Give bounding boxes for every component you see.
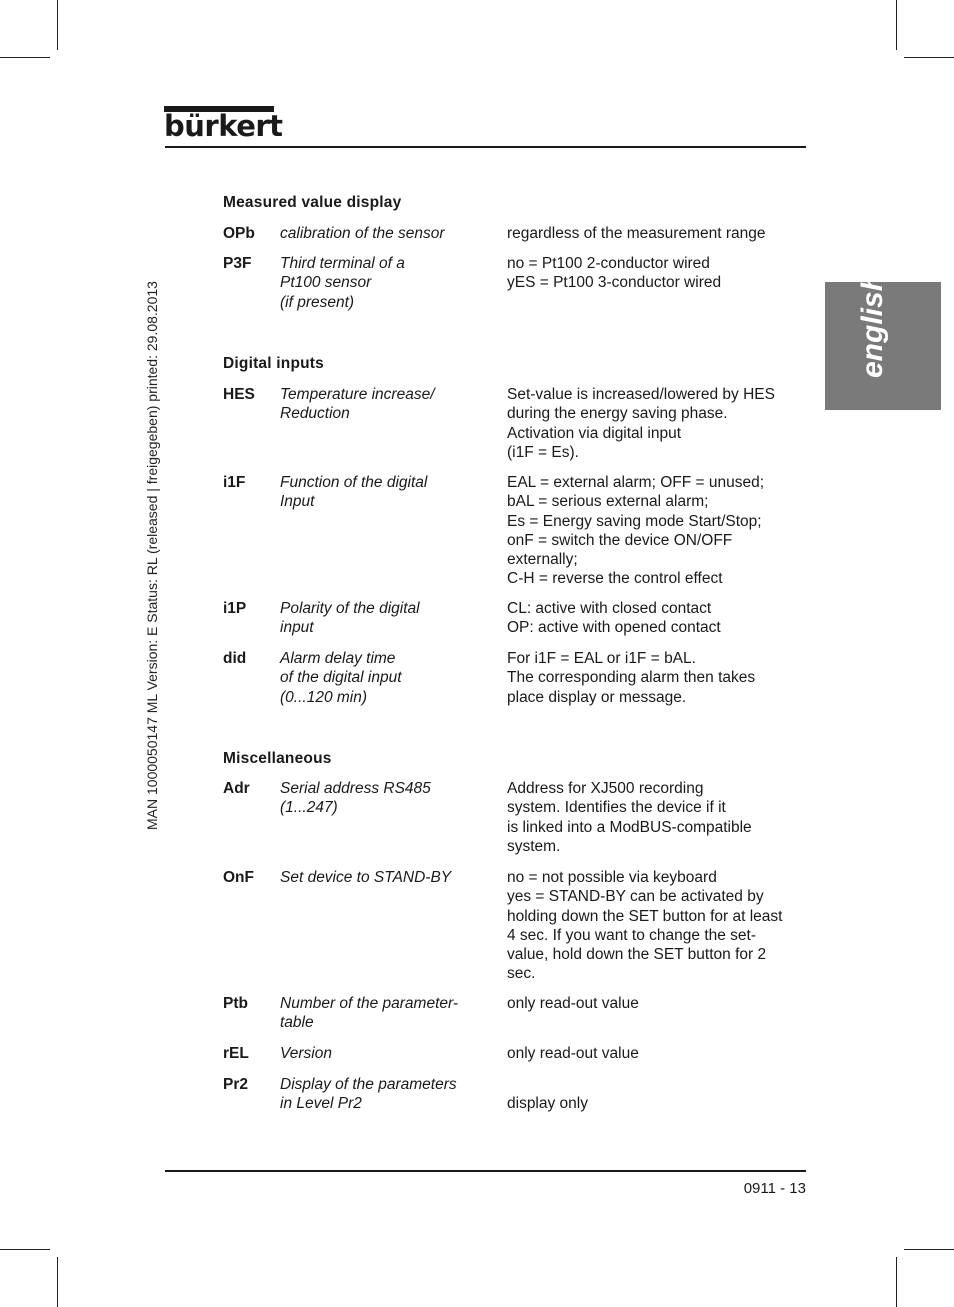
page-number: 0911 - 13: [743, 1180, 806, 1197]
param-value: Set-value is increased/lowered by HES during the energy saving phase. Activation via digital input (i1F = Es).: [507, 386, 775, 461]
section-heading: Miscellaneous: [223, 750, 332, 767]
param-description: Polarity of the digital input: [280, 600, 420, 637]
param-value: only read-out value: [507, 1045, 639, 1062]
param-description: Third terminal of a Pt100 sensor (if present): [280, 255, 405, 311]
param-description: Display of the parameters in Level Pr2: [280, 1076, 457, 1113]
document-status-text: MAN 1000050147 ML Version: E Status: RL (released | freigegeben) printed: 29.08.2013: [144, 281, 160, 830]
param-description: Number of the parameter- table: [280, 995, 459, 1032]
param-value: no = Pt100 2-conductor wired yES = Pt100 3-conductor wired: [507, 255, 722, 292]
param-value: regardless of the measurement range: [507, 225, 766, 242]
param-value: For i1F = EAL or i1F = bAL. The corresponding alarm then takes place display or message.: [507, 650, 756, 706]
param-description: Temperature increase/ Reduction: [280, 386, 435, 423]
param-code: i1P: [223, 600, 247, 617]
param-description: Version: [280, 1045, 332, 1062]
param-code: Adr: [223, 780, 250, 797]
param-value: Address for XJ500 recording system. Identifies the device if it is linked into a ModBUS-compatible system.: [507, 780, 752, 855]
param-description: calibration of the sensor: [280, 225, 445, 242]
param-description: Alarm delay time of the digital input (0...120 min): [280, 650, 402, 706]
param-value: only read-out value: [507, 995, 639, 1012]
param-code: OPb: [223, 225, 255, 242]
param-description: Function of the digital Input: [280, 474, 428, 511]
param-code: did: [223, 650, 247, 667]
param-code: i1F: [223, 474, 246, 491]
language-tab-label: english: [856, 272, 889, 378]
logo-text: bürkert: [164, 109, 283, 143]
param-description: Set device to STAND-BY: [280, 869, 452, 886]
param-value: EAL = external alarm; OFF = unused; bAL = serious external alarm; Es = Energy saving mode Start/Stop; onF = switch the device ON/OFF externally; C-H = reverse the control effect: [507, 474, 765, 588]
param-code: Pr2: [223, 1076, 248, 1093]
footer-rule: [165, 1170, 806, 1172]
param-code: HES: [223, 386, 255, 403]
param-value: no = not possible via keyboard yes = STAND-BY can be activated by holding down the SET button for at least 4 sec. If you want to change the set- value, hold down the SET button for 2 sec.: [507, 869, 783, 983]
param-code: P3F: [223, 255, 252, 272]
param-description: Serial address RS485 (1...247): [280, 780, 431, 817]
param-code: Ptb: [223, 995, 248, 1012]
section-heading: Measured value display: [223, 194, 402, 211]
param-code: OnF: [223, 869, 254, 886]
section-heading: Digital inputs: [223, 355, 324, 372]
param-value: display only: [507, 1095, 588, 1113]
param-value: CL: active with closed contact OP: active with opened contact: [507, 600, 721, 637]
param-code: rEL: [223, 1045, 249, 1062]
